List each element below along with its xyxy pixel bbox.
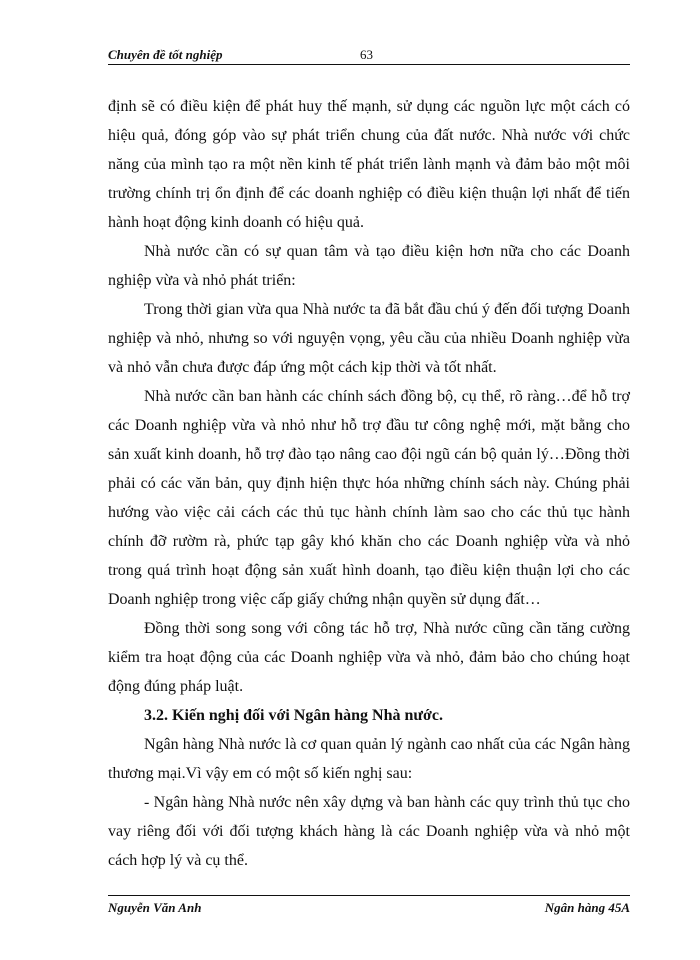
paragraph: Trong thời gian vừa qua Nhà nước ta đã bắt đầu chú ý đến đối tượng Doanh nghiệp và nhỏ, nhưng so với nguyện vọng, yêu cầu của nhiều Doanh nghiệp vừa và nhỏ vẫn chưa được đáp ứng một cách kịp thời và tốt nhất. [108, 301, 630, 376]
footer-class: Ngân hàng 45A [544, 900, 630, 915]
paragraph: Đồng thời song song với công tác hỗ trợ, Nhà nước cũng cần tăng cường kiểm tra hoạt động của các Doanh nghiệp vừa và nhỏ, đảm bảo cho chúng hoạt động đúng pháp luật. [108, 620, 630, 695]
page-number: 63 [360, 47, 373, 62]
paragraph: Nhà nước cần có sự quan tâm và tạo điều kiện hơn nữa cho các Doanh nghiệp vừa và nhỏ phát triển: [108, 243, 630, 289]
footer-divider [108, 895, 630, 896]
paragraph: Nhà nước cần ban hành các chính sách đồng bộ, cụ thể, rõ ràng…để hỗ trợ các Doanh nghiệp vừa và nhỏ như hỗ trợ đầu tư công nghệ mới, mặt bằng cho sản xuất kinh doanh, hỗ trợ đào tạo nâng cao đội ngũ cán bộ quản lý…Đồng thời phải có các văn bản, quy định hiện thực hóa những chính sách này. Chúng phải hướng vào việc cải cách các thủ tục hành chính làm sao cho các thủ tục hành chính đỡ rườm rà, phức tạp gây khó khăn cho các Doanh nghiệp vừa và nhỏ trong quá trình hoạt động sản xuất hình doanh, tạo điều kiện thuận lợi cho các Doanh nghiệp trong việc cấp giấy chứng nhận quyền sử dụng đất… [108, 388, 630, 608]
section-heading: 3.2. Kiến nghị đối với Ngân hàng Nhà nước. [144, 707, 443, 724]
footer-author: Nguyễn Văn Anh [108, 900, 202, 915]
paragraph: Ngân hàng Nhà nước là cơ quan quản lý ngành cao nhất của các Ngân hàng thương mại.Vì vậy em có một số kiến nghị sau: [108, 736, 630, 782]
document-body [108, 92, 630, 875]
bullet-item: - Ngân hàng Nhà nước nên xây dựng và ban hành các quy trình thủ tục cho vay riêng đối với đối tượng khách hàng là các Doanh nghiệp vừa và nhỏ một cách hợp lý và cụ thể. [108, 794, 630, 869]
header-title: Chuyên đề tốt nghiệp [108, 47, 223, 62]
paragraph: định sẽ có điều kiện để phát huy thế mạnh, sử dụng các nguồn lực một cách có hiệu quả, đóng góp vào sự phát triển chung của đất nước. Nhà nước với chức năng của mình tạo ra một nền kinh tế phát triển lành mạnh và đảm bảo một môi trường chính trị ổn định để các doanh nghiệp có điều kiện thuận lợi nhất để tiến hành hoạt động kinh doanh có hiệu quả. [108, 98, 630, 231]
header-divider [108, 64, 630, 65]
